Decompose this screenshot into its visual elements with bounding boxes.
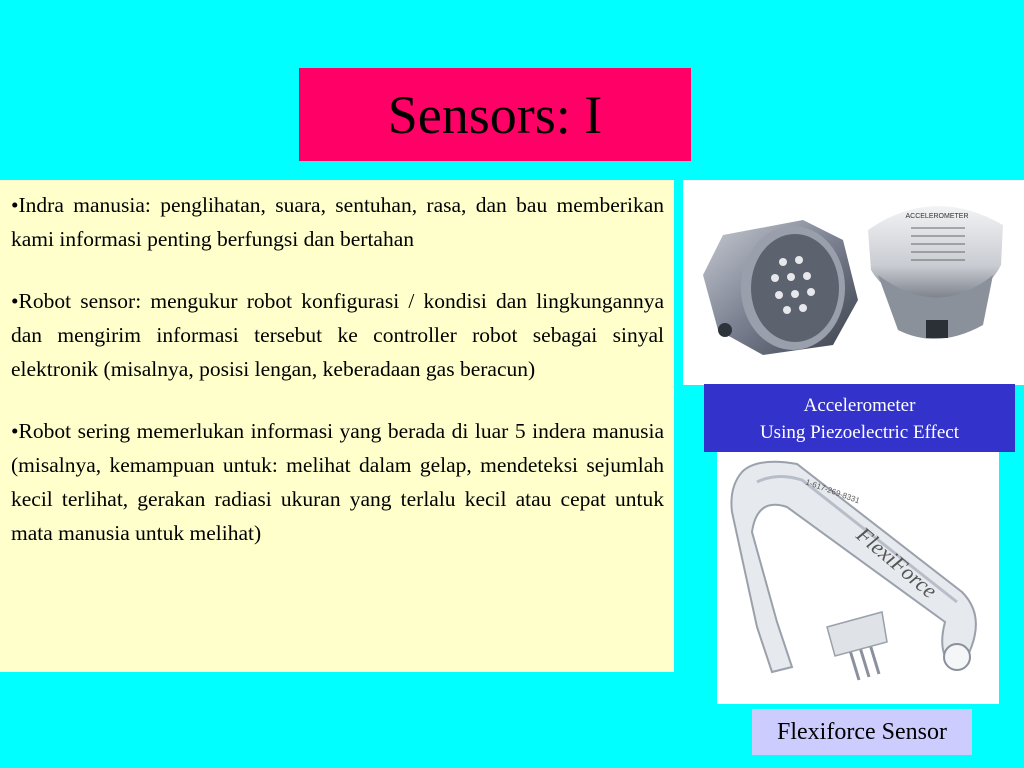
title-box	[299, 68, 691, 161]
slide-title: Sensors: I	[387, 84, 603, 145]
accelerometer-image	[683, 180, 1024, 385]
flexiforce-caption: Flexiforce Sensor	[752, 709, 972, 755]
flexiforce-phone-text: 1-617-269-8331	[804, 477, 861, 506]
bullet-item: •Robot sensor: mengukur robot konfigurasi / kondisi dan lingkungannya dan mengirim informasi tersebut ke controller robot sebagai sinyal elektronik (misalnya, posisi lengan, keberadaan gas beracun)	[11, 289, 664, 381]
accelerometer-caption-line1: Accelerometer	[803, 395, 916, 416]
accelerometer-left-device	[703, 220, 858, 355]
flexiforce-image	[717, 452, 999, 704]
bullet-item: •Robot sering memerlukan informasi yang berada di luar 5 indera manusia (misalnya, kemampuan untuk: melihat dalam gelap, mendeteksi sejumlah kecil terlihat, gerakan radiasi ukuran yang terlalu kecil atau cepat untuk mata manusia untuk melihat)	[11, 419, 664, 545]
bullet-text-box	[0, 180, 674, 672]
accelerometer-caption	[704, 384, 1015, 452]
flexiforce-brand-text: FlexiForce	[851, 521, 943, 604]
accelerometer-device-label: ACCELEROMETER	[905, 213, 969, 220]
accelerometer-caption-line2: Using Piezoelectric Effect	[759, 422, 960, 443]
flexiforce-sensor-strip	[731, 462, 975, 680]
accelerometer-right-device	[868, 206, 1003, 339]
bullet-item: •Indra manusia: penglihatan, suara, sentuhan, rasa, dan bau memberikan kami informasi penting berfungsi dan bertahan	[11, 193, 664, 251]
